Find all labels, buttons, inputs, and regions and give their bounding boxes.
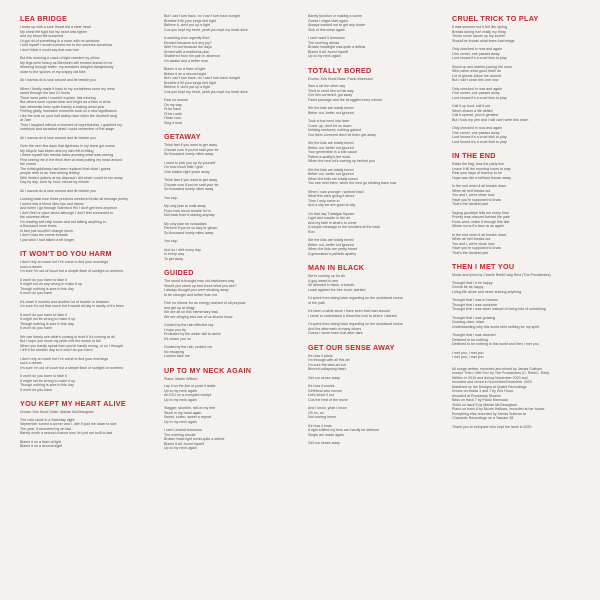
lyric-stanza: But I can't turn back, no I can't turn back tonight Breathe it till your lungs feel tight Believe it, don't put up a fight Cos you kept my heart, yeah you kept my heart alive xyxy=(164,14,248,32)
lyric-stanza: It's how it ends A light shifted my lens can hardly be defence Single are made again xyxy=(308,423,380,437)
song-block xyxy=(164,366,298,451)
lyric-column xyxy=(164,14,298,600)
song-block xyxy=(164,268,298,359)
lyric-stanza: I don't rely on much but I've come to find your mornings such a dream I'm sure I'm out of touch but a simple flash of sunlight on screens xyxy=(20,356,124,370)
song-title: GUIDED xyxy=(164,268,194,277)
lyric-stanza: Barely function or making a scene Guess I might start again Always wanted not to get any closer Sick of this mess again xyxy=(308,14,366,32)
lyric-stanza: When I was younger I worked hard What this wins giving it about Then I only came to And a city we are good at day xyxy=(308,189,364,208)
lyric-column xyxy=(452,14,586,600)
lyric-stanza: Over the next few days that tightness in my chest got worse My bicycle had stolen and my slim felt ill-fitting I threw myself into mental tasks avoiding what was coming First seeing me in the flesh then at least putting my head around the corner The initial giddiness had been replaced that what I guess people refer to as 'that sinking feeling' With limited options at my disposal I did what I could to run away Day by day, hour by hour, minute by minute xyxy=(20,144,123,184)
lyric-stanza: Thought that I was doomed Destined to be nothing Destined to be nothing in this world and then I met you xyxy=(452,333,539,347)
lyric-stanza: My only plan for nowadays Perform if you're so lazy or gloom So thousand lonely miles away xyxy=(164,221,218,235)
song-block xyxy=(164,132,298,261)
lyric-stanza: I'd spent from doing back regarding on the sunkissed lovers of the path xyxy=(308,296,403,305)
liner-notes: All songs written, recorded and mixed by James Sullivan except 'Then I Met You' by The Proclaimers (C. Reid/C. Reid) Written in 2019 and during November 2020 and recorded and mixed in November/December 2020 Mastered by the Designs at Quaint Recordings Drums on tracks 3 and 7 by Kris Hood, recorded at Rockaway Studios Bass on track 7 by Paolo Mannucci Violin on track 5 by Marian McGeaughan Piano on track 8 by Nicole Hallows, recorded at her house Everything else recorded by James Sullivan at Character Recordings on a Tascam 38 xyxy=(452,366,550,421)
lyric-stanza: We the kids are totally bored Better out, better not ignored When the kids are pretty bored A generation's pathetic apathy xyxy=(308,238,358,256)
song-block xyxy=(308,66,442,257)
lyric-stanza: Call it up loud, call it out When chaser a life defied Call it spread, you're gentlest But I took my pen and I still can't write this down xyxy=(452,104,529,122)
lyric-stanza: Stood up and started pacing the room Who came what good that'll do Lot of ghosts follow me around But I can't close this one now xyxy=(452,64,513,82)
song-title: IT WON'T DO YOU HARM xyxy=(20,249,112,258)
lyric-stanza: Stagger, stumble, fall on my feet Stuck in my head again Sweet, sullen, sweet a repeat Up to my neck again xyxy=(164,406,216,424)
song-block xyxy=(308,263,442,336)
song-credits: Drums: Kris Hood Violin: Marian McGeaughan xyxy=(20,410,94,414)
lyric-stanza: Think fast if you want to get away Choose now if you've said your lot So thousand lonely miles away xyxy=(164,143,219,156)
lyric-stanza: My only plan to walk away From how much trouble I'm in Not back from it staving anyway xyxy=(164,204,215,217)
lyric-stanza: Saw a rat the other day Tried to send him on his way Got him cornered, got away Fame package and the struggled every minute xyxy=(308,84,383,102)
song-title: LEA BRIDGE xyxy=(20,14,68,23)
lyric-stanza: I met you, I met you I met you, I met you xyxy=(452,350,484,360)
lyric-stanza: We the kids are totally bored Better out, better not ignored xyxy=(308,106,354,115)
lyric-stanza: I don't rely on much but I've come to find your mornings such a dream I'm sure I'm out of touch but a simple flash of sunlight on screens xyxy=(20,260,124,273)
lyric-stanza: It won't do you harm to fake it It might not be wrong to make it up Though nothing is sure in this day It won't do you harm xyxy=(20,312,76,330)
lyric-stanza: It's clear! It months and another lot of trouble in between I'm sure it's not that much but it would all day in sanity of it's been xyxy=(20,299,124,308)
lyric-stanza: Thought that I was growing Growing older, wiser Understanding why this world held nothing for my spirit xyxy=(452,315,540,329)
lyric-stanza: All I wanna do is lose around and lie beside you xyxy=(20,78,96,82)
lyric-stanza: Feel no shame for an energy drained of all purpose and get up at dingy We are all on this elementary task We are clinging and one of us should know xyxy=(164,301,246,319)
lyric-stanza: Get our sense away xyxy=(308,441,340,446)
lyric-stanza: Blame it on a flash of light Blame it on a second sight xyxy=(20,439,63,449)
lyric-stanza: We the kids are totally bored Better out, better not ignored When the kids are totally bored You see next them, when the next go stinking back now xyxy=(308,167,397,186)
lyric-stanza: We're coming up for air A guy lowed to see All dressed in black, a bandit Leant against the tree trunk, startled xyxy=(308,274,366,292)
lyric-stanza: I can't want it tomorrow The morning ahead Broken headlight was quite a defeat Blame it all, found myself Up to my neck again xyxy=(308,36,366,58)
song-title: UP TO MY NECK AGAIN xyxy=(164,365,252,375)
lyric-stanza: Raise the flag, toss the party line Leave it till the morning hours to stay Rest your days of bravery to be Hope was like a brilliant thrown away xyxy=(452,162,511,180)
lyric-stanza: Lay it on the line or push it aside Up to my neck again An IOU on a crumpled receipt Up to my neck again xyxy=(164,384,216,402)
lyric-stanza: We the kids are totally bored Better out, better not ignored Your generation is a lost cause Patted a quality's the word When the next lot's coming up behind you xyxy=(308,141,375,164)
lyric-stanza: Only checked in now and again One corner, one passes away Lord knows it's a cruel trick to play Lord knows it's a cruel trick to play xyxy=(452,126,507,144)
song-block xyxy=(20,399,154,449)
song-title: YOU KEPT MY HEART ALIVE xyxy=(20,399,126,408)
lyric-stanza: Only checked in now and again One corner, one passes away Lord knows it's a cruel trick to play xyxy=(452,86,507,100)
lyric-stanza: Blame it on a flash of light Blame it on a second sight But I can't turn back, no I can't turn back tonight Breathe it till your lungs feel tight Believe it, don't put up a fight Cos you kept my heart, yeah you kept my heart alive xyxy=(164,67,248,94)
lyric-stanza: It won't do you harm to take it It might not be wrong to make it up Though nothing is sure in this day It won't do you harm xyxy=(20,374,76,392)
song-title: MAN IN BLACK xyxy=(308,263,365,273)
lyric-stanza: But this morning a crack of light crawled my pillow My legs were heavy as Blenheim still bruised ahead of me Weaving through traffic, my sneakers dangled dangerously close to the spokes of my crappy old bike xyxy=(20,56,114,74)
lyric-stanza: Only checked in now and again One corner, one passes away Lord knows it's a cruel trick to play xyxy=(452,47,507,60)
lyric-stanza: It's how it starts I'm through with all this art I'm sure the best art out Blurred collapsing heart xyxy=(308,353,350,372)
lyric-stanza: And so I drift every day In every way To get away xyxy=(164,247,201,261)
lyric-stanza: It was summer but it felt like spring Breaks during isn't really my thing Throw some razors up my screen Should've known what tears that brings xyxy=(452,25,515,43)
song-title: GETAWAY xyxy=(164,132,201,141)
song-title: IN THE END xyxy=(452,151,496,160)
song-title: TOTALLY BORED xyxy=(308,65,372,75)
lyric-stanza: On that day Trafalgar Square Light and crackle in the air And my faith in what's to come A simple message to the hecklers at the back Run xyxy=(308,211,381,234)
song-block xyxy=(20,249,154,392)
lyric-stanza: It's how it moves Girlfriend who moves Let's shout it out Cos the best of the move xyxy=(308,384,348,402)
lyric-stanza: All I wanna do is lose around and lie beside you xyxy=(20,135,96,140)
song-block xyxy=(452,151,586,255)
lyric-stanza: We can barely see what's coming in front if it's coming at all But I hope you know my pride met the worse to fall When you hardly speak then you're hardly wrong, or so I thought I left it for another day so it won't do you harm xyxy=(20,334,123,352)
lyric-stanza: In the end when it all breaks down When all hell breaks out You and I, we're close now Have you're supposed to know That's the hardest part xyxy=(452,232,507,255)
lyric-stanza: It's been a while since I have seen that man around I came to understand a throw the luck to where I started xyxy=(308,309,397,318)
song-credits: Drums: Kris Hood Bass: Paolo Mannucci xyxy=(308,76,373,81)
lyric-stanza: I used to pick you up by yourself On how much little I give One station right years away xyxy=(164,160,216,174)
lyric-stanza: It won't do you harm to take it It might not do any wrong to make it up Though nothing is sure in this day It won't do you harm xyxy=(20,277,82,295)
song-title: THEN I MET YOU xyxy=(452,262,515,271)
lyric-stanza: The cold came in a Saturday night September turned a corner and I, with it just me down to size The year, it simmered by on fast Barely worth a second chance now I'm just not built to last xyxy=(20,417,117,436)
song-block xyxy=(308,343,442,446)
lyric-stanza: Thought that I'd be happy Gonna be as happy Living life alone and never sharing anything xyxy=(452,280,522,294)
lyric-stanza: Think fast if you want to get away Choose now if you've said your lot So thousand lonely miles away xyxy=(164,178,219,191)
song-block xyxy=(452,262,586,360)
song-block xyxy=(452,367,586,430)
lyric-stanza: You say... xyxy=(164,239,180,243)
lyric-column xyxy=(20,14,154,600)
lyric-stanza: I'd spent from doing back regarding on the sunkissed lovers And the aftermath of many others Guess I never learn that after dark xyxy=(308,322,403,336)
lyric-stanza: Took a bus went into town Cover up, don't let us down Nothing ventured, nothing gained Got them cornered don't let them get away xyxy=(308,119,376,137)
lyric-stanza: All I wanna do is lose around and lie beside you xyxy=(20,188,96,193)
song-block xyxy=(452,14,586,144)
song-block xyxy=(308,14,442,59)
lyric-column xyxy=(308,14,442,600)
lyric-stanza: Saying goodbye tells me every time Priority was rescued behind the pale Fools work, make it through this tide Winter turns it's face us as again xyxy=(452,210,510,228)
lyric-stanza: Fast no aname On my way I'll be back I'll be Louth Clean now Sing it loud xyxy=(164,98,188,125)
song-title: CRUEL TRICK TO PLAY xyxy=(452,14,539,23)
lyric-stanza: Guided by the rain, protect me No escaping London take me xyxy=(164,345,213,358)
lyric-stanza: Get our sense away xyxy=(308,375,340,380)
lyric-stanza: The world is thought man old-fashioned way Would you stand up and shout what you see? I always thought you were stroking away to be stronger and better than me xyxy=(164,279,237,297)
song-credits: Music and lyrics by Charlie Reid/Craig Reid (The Proclaimers) xyxy=(452,273,551,277)
lyric-stanza: I can't unwind tomorrow The evening should Broken head light world quite a defeat Blame it all, found myself Up to my neck again xyxy=(164,428,225,451)
lyric-stanza: In the end when it all breaks down When all hell breaks out You and I, we're close now Have you're supposed to know That's the hardest part xyxy=(452,184,507,206)
lyric-stanza: Looking back now those previous weekend broke all teenage poetry I loved how a friend likes lips and drains And when I go through Stamford Hill I don't get tired anymore I don't feel or pace about although I don't feel connected to the universe either I'm reading self-help books and not talking anything in, a thousand more times In fact just wouldn't change much I don't miss the scene threads I just wish I had talked a bit longer xyxy=(20,197,129,242)
lyric-stanza: You say... xyxy=(164,195,180,200)
lyric-stanza: I woke up with a sore throat but a clear head My chest felt tight but my heart was lighter and my blood felt loosened I'd got rid of something in a room with no windows I told myself I would connect me to the universe somehow I don't think it could say that was true xyxy=(20,25,113,52)
lyric-stanza: Thought that I was in heaven Thought that I was complete Thought that I was wiser instead of being told of something xyxy=(452,298,546,312)
lyric-stanza: A warning shot urgently fired Remind because is it any joy? Well I'm not because the days Armed with a readiness plan Shattered from the pain in absence I'm awake and a better man xyxy=(164,36,220,63)
lyric-stanza: When I finally made it back to my curtainless room my mind raced through the last 24 hours There were parts I couldn't explain, bits missing But others were crystal clear and bright as a flare in what had otherwise been quite frankly a fucking awful year Feeling giddy, mundane moments took on a new significance Like the look on your half asleep face when the doorbell rang at 7am Then I laughed without a moment of regretfulness, I grabbed my notebook and scrawled what I could remember of the stage xyxy=(20,86,123,131)
song-credits: Piano: Martin Wilford xyxy=(164,376,198,381)
song-title: GET OUR SENSE AWAY xyxy=(308,342,395,352)
song-block xyxy=(20,14,154,242)
lyric-stanza: And I know, yeah I know Oh no, no Not coming home xyxy=(308,406,347,420)
lyric-stanza: Guided by the rain effected sky I hope you try Protected by the winter still to arrive It's clears you on xyxy=(164,323,221,341)
lyric-stanza: Thank you to everyone who kept the lame in 2020 xyxy=(452,424,532,429)
song-block xyxy=(164,14,298,125)
